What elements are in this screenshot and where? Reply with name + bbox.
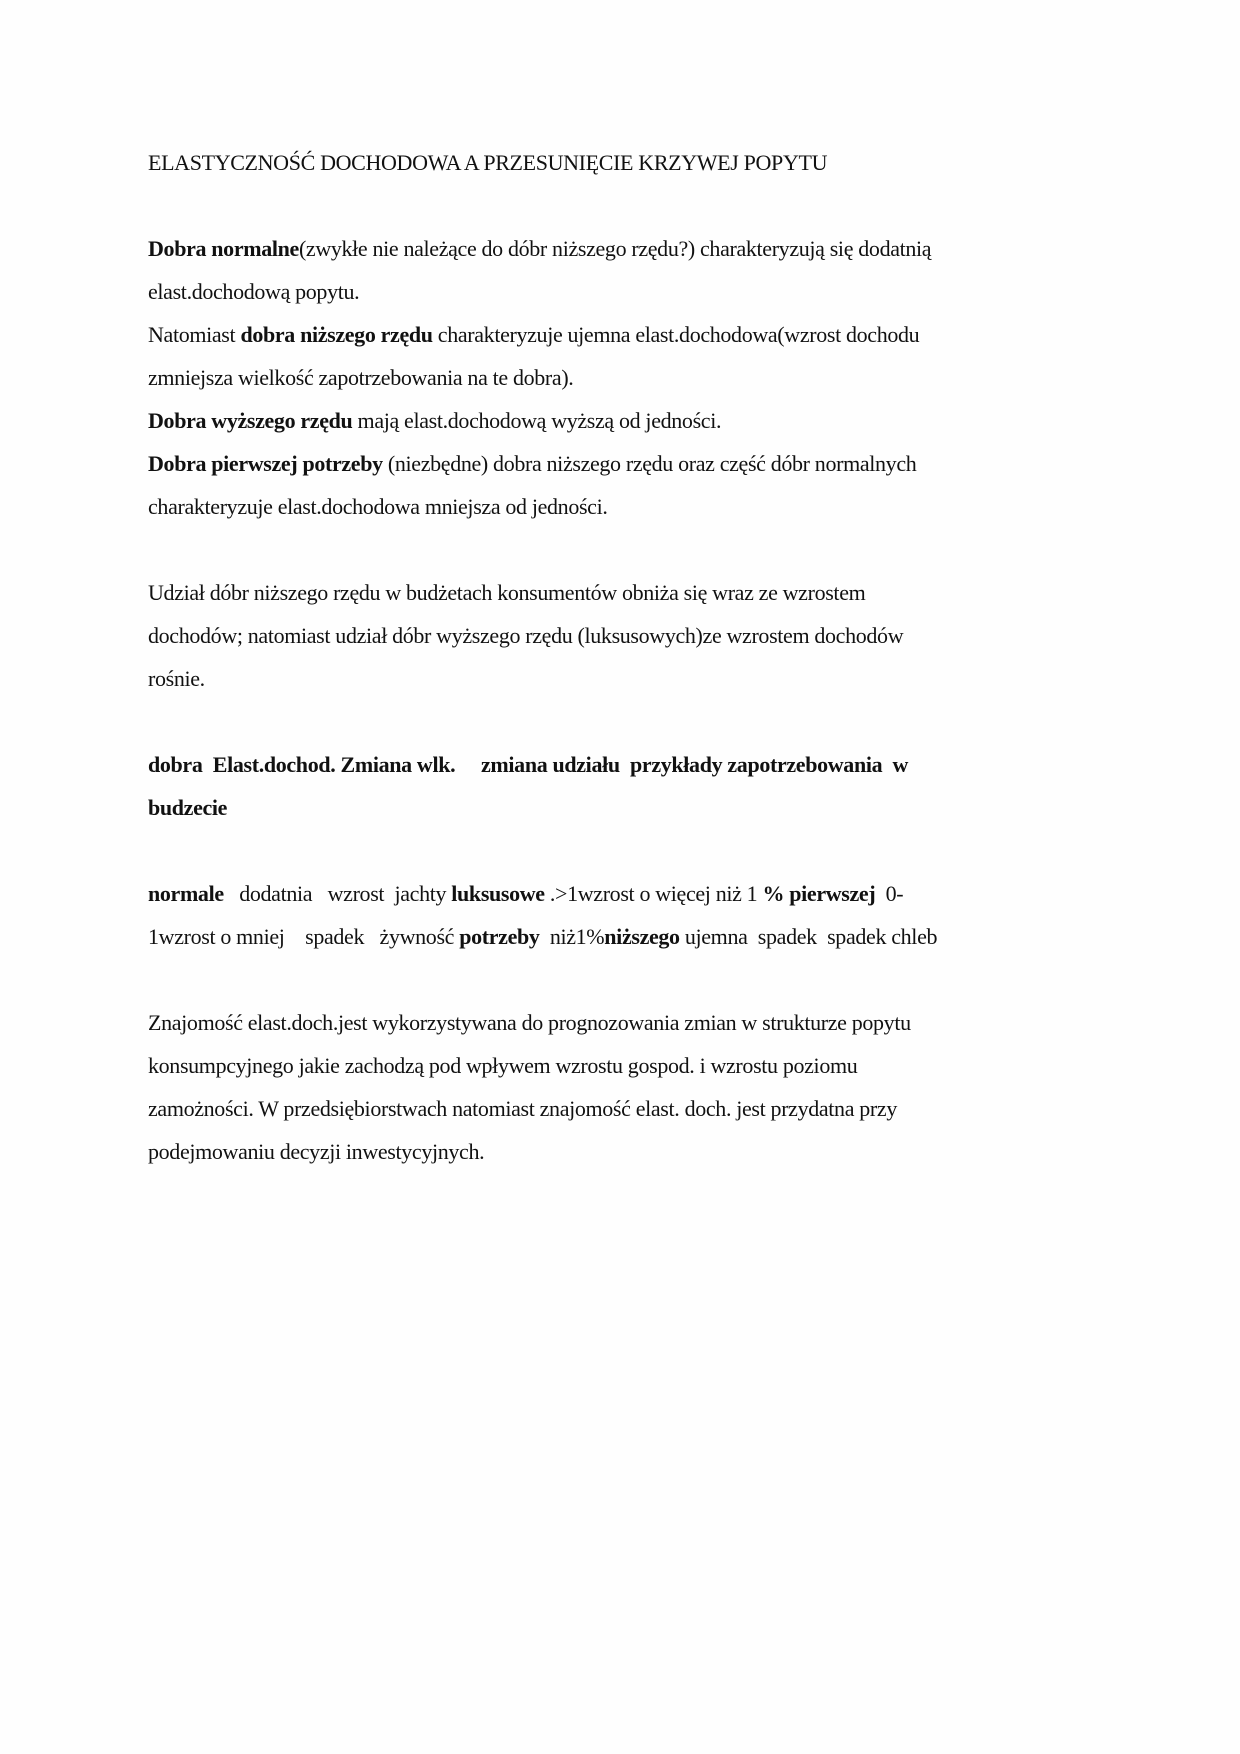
- text-line: [148, 442, 1108, 485]
- text-segment: 1wzrost o mniej spadek żywność: [148, 924, 460, 949]
- blank-line: [148, 184, 1108, 227]
- text-segment: charakteryzuje ujemna elast.dochodowa(wzrost dochodu: [432, 322, 920, 347]
- blank-line: [148, 829, 1108, 872]
- text-line: [148, 786, 1108, 829]
- bold-text: % pierwszej: [762, 881, 876, 906]
- text-line: [148, 227, 1108, 270]
- text-segment: podejmowaniu decyzji inwestycyjnych.: [148, 1139, 485, 1164]
- document-body: [148, 141, 1108, 1173]
- text-line: [148, 1087, 1108, 1130]
- text-segment: Udział dóbr niższego rzędu w budżetach konsumentów obniża się wraz ze wzrostem: [148, 580, 866, 605]
- bold-text: luksusowe: [451, 881, 545, 906]
- text-line: [148, 915, 1108, 958]
- bold-text: niższego: [604, 924, 680, 949]
- text-segment: zamożności. W przedsiębiorstwach natomiast znajomość elast. doch. jest przydatna przy: [148, 1096, 897, 1121]
- text-segment: (niezbędne) dobra niższego rzędu oraz część dóbr normalnych: [382, 451, 917, 476]
- text-line: [148, 1044, 1108, 1087]
- text-line: [148, 657, 1108, 700]
- text-segment: niż1%: [539, 924, 605, 949]
- text-line: [148, 571, 1108, 614]
- bold-text: budzecie: [148, 795, 228, 820]
- text-segment: ujemna spadek spadek chleb: [679, 924, 938, 949]
- text-line: [148, 1130, 1108, 1173]
- text-segment: ELASTYCZNOŚĆ DOCHODOWA A PRZESUNIĘCIE KRZYWEJ POPYTU: [148, 150, 828, 175]
- text-segment: mają elast.dochodową wyższą od jedności.: [352, 408, 722, 433]
- text-segment: 0-: [875, 881, 904, 906]
- text-line: [148, 1001, 1108, 1044]
- text-segment: rośnie.: [148, 666, 205, 691]
- text-line: [148, 614, 1108, 657]
- bold-text: normale: [148, 881, 224, 906]
- document-title: [148, 141, 1108, 184]
- text-segment: .>1wzrost o więcej niż 1: [544, 881, 763, 906]
- blank-line: [148, 528, 1108, 571]
- text-segment: Natomiast: [148, 322, 241, 347]
- bold-text: Dobra wyższego rzędu: [148, 408, 353, 433]
- text-segment: konsumpcyjnego jakie zachodzą pod wpływem wzrostu gospod. i wzrostu poziomu: [148, 1053, 858, 1078]
- text-line: [148, 356, 1108, 399]
- blank-line: [148, 958, 1108, 1001]
- text-line: [148, 313, 1108, 356]
- text-line: [148, 399, 1108, 442]
- text-line: [148, 485, 1108, 528]
- text-segment: (zwykłe nie należące do dóbr niższego rzędu?) charakteryzują się dodatnią: [298, 236, 932, 261]
- text-segment: Znajomość elast.doch.jest wykorzystywana do prognozowania zmian w strukturze popytu: [148, 1010, 911, 1035]
- text-line: [148, 743, 1108, 786]
- text-segment: dochodów; natomiast udział dóbr wyższego rzędu (luksusowych)ze wzrostem dochodów: [148, 623, 904, 648]
- bold-text: Dobra pierwszej potrzeby: [148, 451, 383, 476]
- text-segment: zmniejsza wielkość zapotrzebowania na te dobra).: [148, 365, 574, 390]
- text-segment: elast.dochodową popytu.: [148, 279, 360, 304]
- text-line: [148, 270, 1108, 313]
- text-segment: charakteryzuje elast.dochodowa mniejsza od jedności.: [148, 494, 608, 519]
- bold-text: dobra Elast.dochod. Zmiana wlk. zmiana udziału przykłady zapotrzebowania w: [148, 752, 909, 777]
- bold-text: potrzeby: [459, 924, 540, 949]
- text-line: [148, 872, 1108, 915]
- bold-text: Dobra normalne: [148, 236, 299, 261]
- blank-line: [148, 700, 1108, 743]
- text-segment: dodatnia wzrost jachty: [223, 881, 452, 906]
- bold-text: dobra niższego rzędu: [240, 322, 433, 347]
